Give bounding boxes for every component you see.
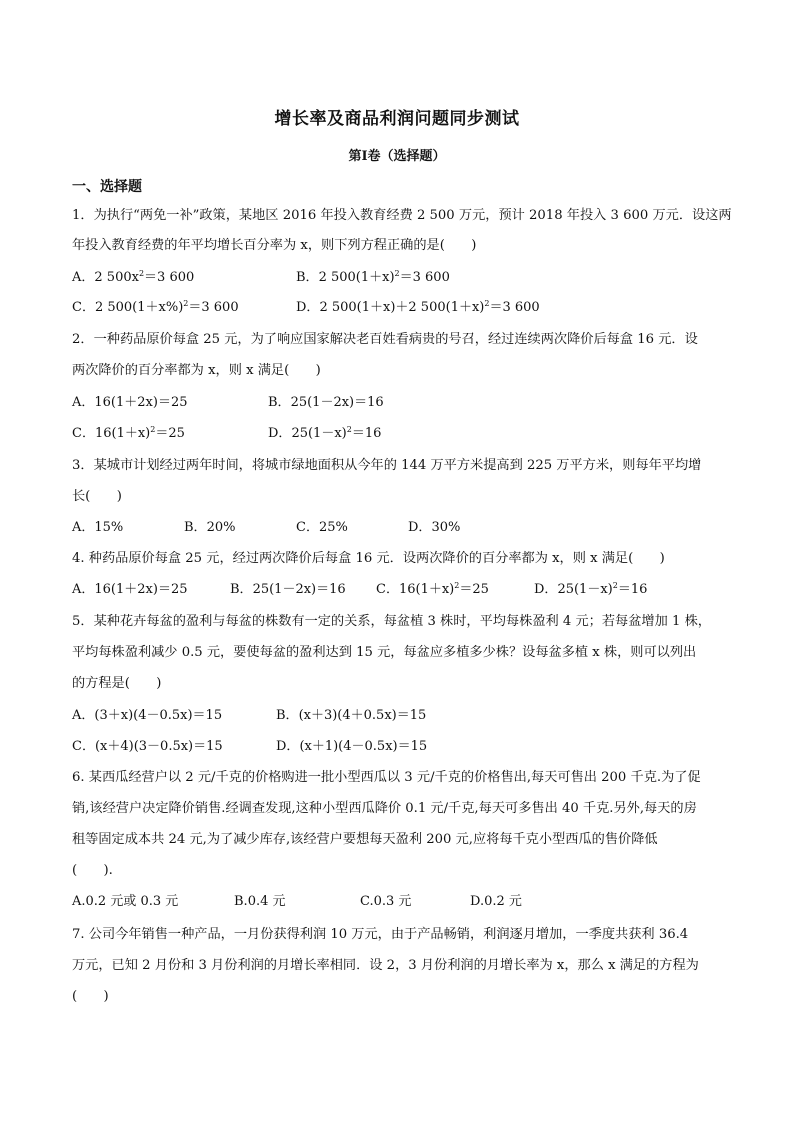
- question-5-line-2: 平均每株盈利减少 0.5 元，要使每盆的盈利达到 15 元，每盆应多植多少株？设每盆多植 x 株，则可以列出: [72, 645, 697, 660]
- question-3-option-d: D．30%: [408, 520, 461, 535]
- question-6-option-a: A.0.2 元或 0.3 元: [72, 894, 179, 909]
- question-2-line-1: 2．一种药品原价每盒 25 元，为了响应国家解决老百姓看病贵的号召，经过连续两次降价后每盒 16 元．设: [72, 332, 698, 347]
- question-5-line-3: 的方程是( ): [72, 676, 162, 691]
- question-1-option-d: D．2 500(1＋x)＋2 $500(1+x)^2=3$ 600: [296, 299, 540, 315]
- question-4-option-d: D．$25(1-x)^2=16$: [534, 581, 648, 597]
- question-7-line-1: 7. 公司今年销售一种产品，一月份获得利润 10 万元，由于产品畅销，利润逐月增加，一季度共获利 36.4: [72, 927, 689, 942]
- question-2-option-a: A．16(1＋2x)＝25: [72, 395, 188, 410]
- question-5-option-d: D．(x＋1)(4－0.5x)＝15: [276, 739, 428, 754]
- section-heading: 一、选择题: [72, 179, 142, 195]
- question-4-option-a: A．16(1＋2x)＝25: [72, 582, 188, 597]
- question-6-line-2: 销,该经营户决定降价销售.经调查发现,这种小型西瓜降价 0.1 元/千克,每天可多售出 40 千克.另外,每天的房: [72, 801, 697, 816]
- question-1-option-a: A．2 $500x^2=3$ 600: [72, 269, 195, 285]
- question-2-line-2: 两次降价的百分率都为 x，则 x 满足( ): [72, 363, 321, 378]
- question-5-option-b: B．(x＋3)(4＋0.5x)＝15: [276, 708, 427, 723]
- question-6-option-d: D.0.2 元: [470, 894, 522, 909]
- question-7-line-2: 万元，已知 2 月份和 3 月份利润的月增长率相同．设 2，3 月份利润的月增长率为 x，那么 x 满足的方程为: [72, 958, 699, 973]
- question-6-option-b: B.0.4 元: [234, 894, 286, 909]
- question-1-option-c: C．2 $500(1+x\%)^2=3$ 600: [72, 299, 239, 315]
- question-5-line-1: 5．某种花卉每盆的盈利与每盆的株数有一定的关系，每盆植 3 株时，平均每株盈利 4 元；若每盆增加 1 株，: [72, 614, 711, 629]
- page-title: 增长率及商品利润问题同步测试: [274, 109, 520, 129]
- question-3-option-b: B．20%: [184, 520, 236, 535]
- question-5-option-a: A．(3＋x)(4－0.5x)＝15: [72, 708, 223, 723]
- volume-subtitle: 第Ⅰ卷（选择题）: [348, 149, 446, 164]
- question-1-option-b: B．2 $500(1+x)^2=3$ 600: [296, 269, 450, 285]
- question-2-option-c: C．$16(1+x)^2=25$: [72, 425, 185, 441]
- question-5-option-c: C．(x＋4)(3－0.5x)＝15: [72, 739, 223, 754]
- question-2-option-d: D．$25(1-x)^2=16$: [268, 425, 382, 441]
- question-2-option-b: B．25(1－2x)＝16: [268, 395, 384, 410]
- question-6-line-1: 6. 某西瓜经营户以 2 元/千克的价格购进一批小型西瓜以 3 元/千克的价格售出,每天可售出 200 千克.为了促: [72, 770, 701, 785]
- question-3-option-a: A．15%: [72, 520, 124, 535]
- question-3-line-2: 长( ): [72, 489, 122, 504]
- question-1-line-2: 年投入教育经费的年平均增长百分率为 x，则下列方程正确的是( ): [72, 238, 477, 253]
- question-6-line-3: 租等固定成本共 24 元,为了减少库存,该经营户要想每天盈利 200 元,应将每千克小型西瓜的售价降低: [72, 832, 658, 847]
- question-6-option-c: C.0.3 元: [360, 894, 412, 909]
- question-1-line-1: 1．为执行“两免一补”政策，某地区 2016 年投入教育经费 2 500 万元，预计 2018 年投入 3 600 万元．设这两: [72, 208, 732, 223]
- question-3-option-c: C．25%: [296, 520, 348, 535]
- question-6-line-4: ( ).: [72, 863, 113, 878]
- question-4-line-1: 4. 种药品原价每盒 25 元，经过两次降价后每盒 16 元．设两次降价的百分率都为 x，则 x 满足( ): [72, 551, 665, 566]
- question-3-line-1: 3．某城市计划经过两年时间，将城市绿地面积从今年的 144 万平方米提高到 225 万平方米，则每年平均增: [72, 458, 702, 473]
- question-4-option-b: B．25(1－2x)＝16: [230, 582, 346, 597]
- question-7-line-3: ( ): [72, 989, 109, 1004]
- question-4-option-c: C．$16(1+x)^2=25$: [376, 581, 489, 597]
